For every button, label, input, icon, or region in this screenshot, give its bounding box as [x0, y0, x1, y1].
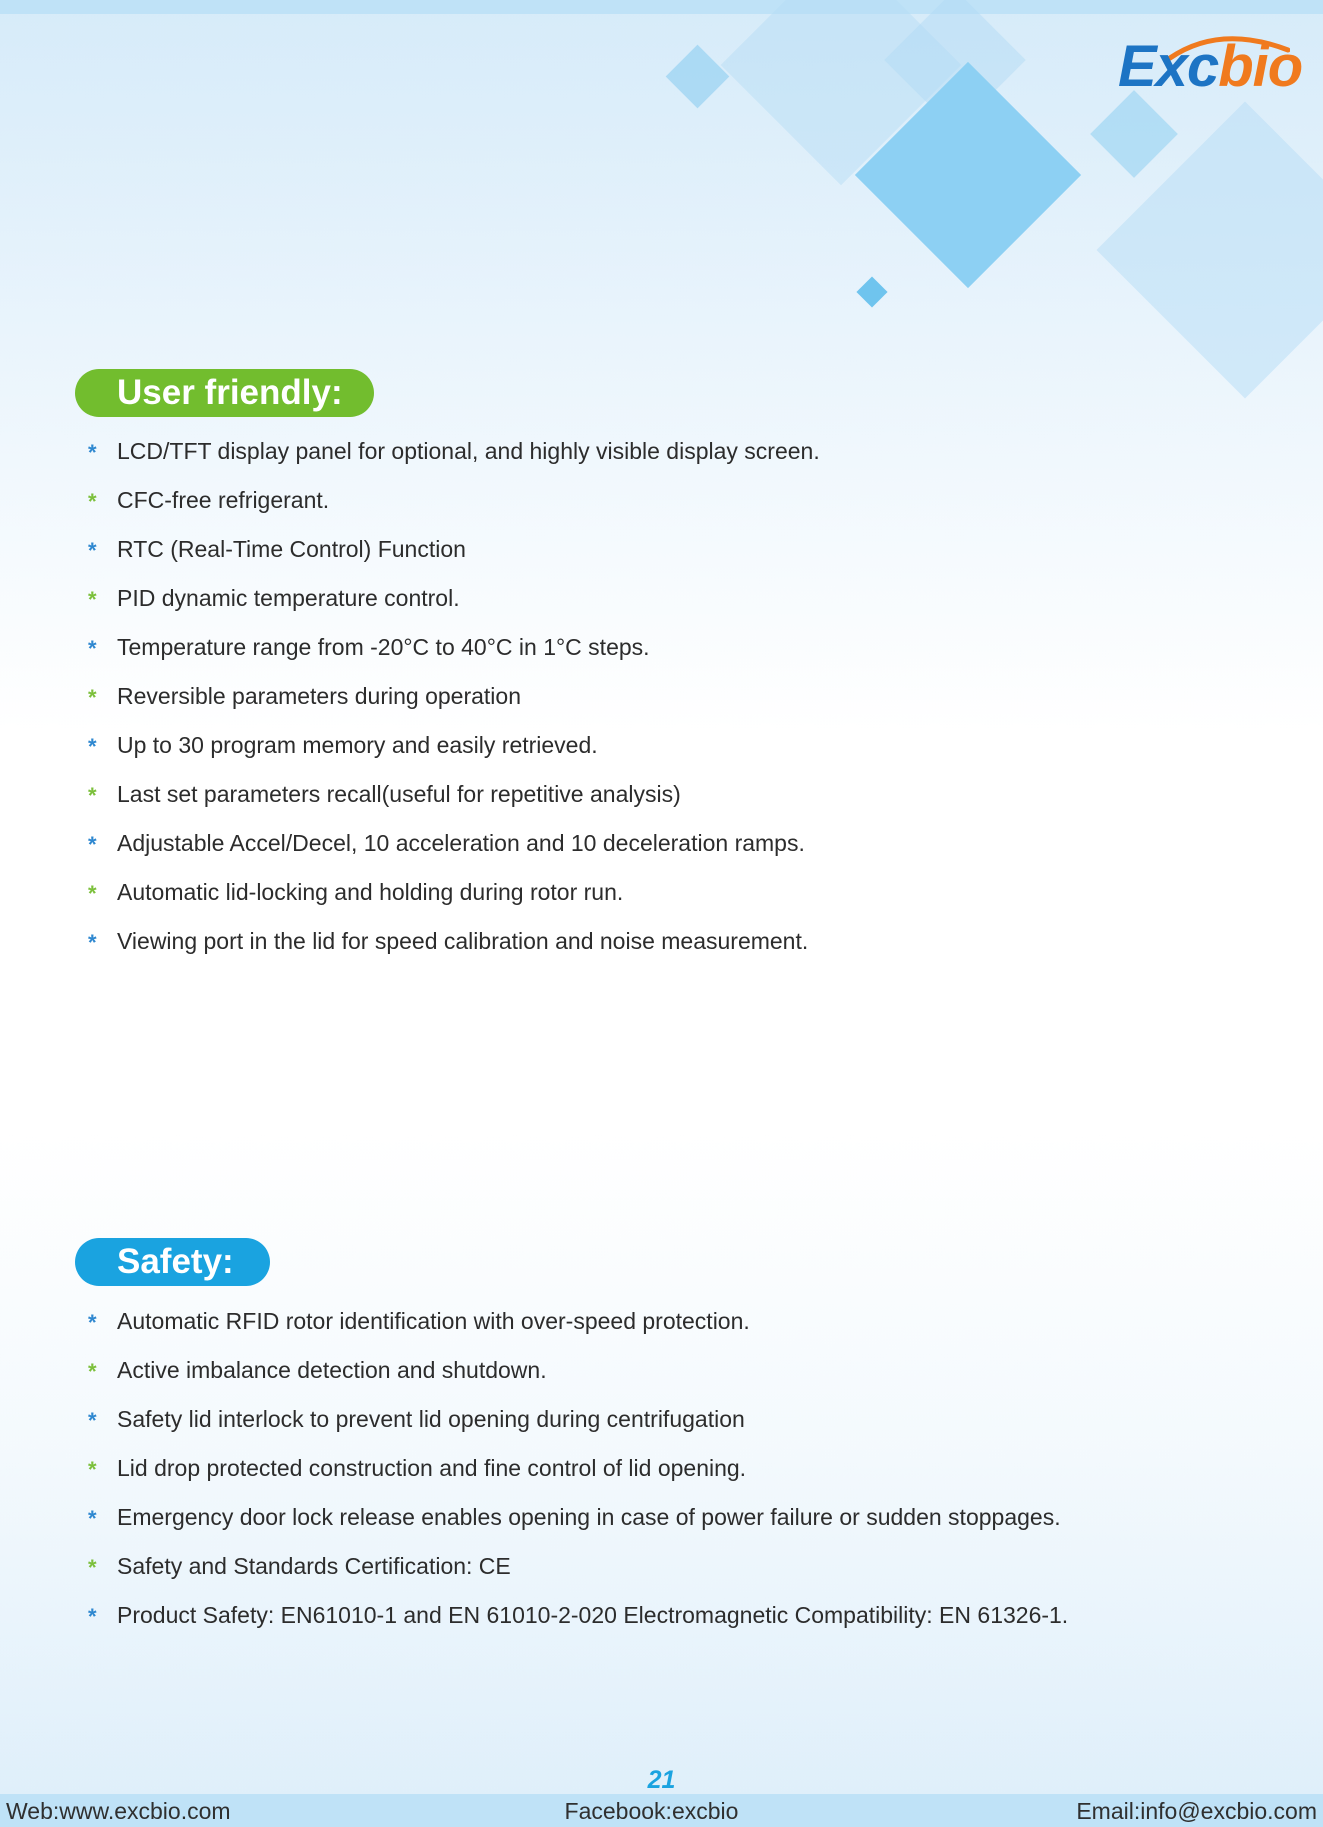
list-item-text: Viewing port in the lid for speed calibration and noise measurement. — [117, 928, 809, 954]
list-item — [88, 1551, 1068, 1600]
bullet-star-icon: * — [88, 440, 97, 465]
list-item — [88, 485, 820, 534]
list-item — [88, 534, 820, 583]
list-item-text: Emergency door lock release enables opening in case of power failure or sudden stoppages. — [117, 1504, 1061, 1530]
list-item-text: CFC-free refrigerant. — [117, 487, 330, 513]
bullet-star-icon: * — [88, 734, 97, 759]
bullet-star-icon: * — [88, 489, 97, 514]
footer-bar — [0, 1794, 1323, 1827]
bullet-star-icon: * — [88, 1310, 97, 1335]
list-item-text: Safety lid interlock to prevent lid opening during centrifugation — [117, 1406, 745, 1432]
bullet-star-icon: * — [88, 1555, 97, 1580]
list-item — [88, 1600, 1068, 1649]
list-item — [88, 632, 820, 681]
bullet-star-icon: * — [88, 1408, 97, 1433]
safety-list — [88, 1306, 1068, 1649]
list-item-text: Up to 30 program memory and easily retrieved. — [117, 732, 598, 758]
excbio-logo — [1110, 24, 1303, 104]
list-item — [88, 1404, 1068, 1453]
footer-facebook: Facebook:excbio — [564, 1798, 739, 1824]
list-item — [88, 583, 820, 632]
logo-text-bio: bio — [1218, 34, 1303, 99]
list-item-text: Adjustable Accel/Decel, 10 acceleration and 10 deceleration ramps. — [117, 830, 805, 856]
list-item — [88, 436, 820, 485]
list-item-text: Active imbalance detection and shutdown. — [117, 1357, 547, 1383]
page-number: 21 — [647, 1766, 676, 1794]
list-item-text: RTC (Real-Time Control) Function — [117, 536, 466, 562]
list-item-text: Lid drop protected construction and fine control of lid opening. — [117, 1455, 747, 1481]
section-title-safety: Safety: — [75, 1238, 270, 1286]
bullet-star-icon: * — [88, 636, 97, 661]
list-item-text: Safety and Standards Certification: CE — [117, 1553, 511, 1579]
list-item — [88, 730, 820, 779]
logo-wordmark — [1118, 34, 1303, 99]
list-item — [88, 926, 820, 975]
list-item-text: Automatic RFID rotor identification with over-speed protection. — [117, 1308, 750, 1334]
list-item — [88, 681, 820, 730]
list-item-text: Product Safety: EN61010-1 and EN 61010-2-020 Electromagnetic Compatibility: EN 61326-1. — [117, 1602, 1069, 1628]
list-item-text: Temperature range from -20°C to 40°C in 1°C steps. — [117, 634, 650, 660]
bullet-star-icon: * — [88, 1457, 97, 1482]
list-item-text: Last set parameters recall(useful for repetitive analysis) — [117, 781, 681, 807]
list-item — [88, 1355, 1068, 1404]
bullet-star-icon: * — [88, 1359, 97, 1384]
bullet-star-icon: * — [88, 832, 97, 857]
bullet-star-icon: * — [88, 1506, 97, 1531]
bullet-star-icon: * — [88, 587, 97, 612]
list-item-text: Reversible parameters during operation — [117, 683, 521, 709]
list-item — [88, 1502, 1068, 1551]
decor-diamond-tiny — [856, 276, 887, 307]
bullet-star-icon: * — [88, 930, 97, 955]
user-friendly-list — [88, 436, 820, 975]
list-item-text: Automatic lid-locking and holding during rotor run. — [117, 879, 624, 905]
bullet-star-icon: * — [88, 783, 97, 808]
footer-web: Web:www.excbio.com — [6, 1798, 231, 1824]
section-title-user-friendly: User friendly: — [75, 369, 374, 417]
list-item — [88, 877, 820, 926]
list-item — [88, 1306, 1068, 1355]
top-strip — [0, 0, 1323, 14]
bullet-star-icon: * — [88, 685, 97, 710]
decor-diamond-small-top — [666, 45, 730, 109]
bullet-star-icon: * — [88, 881, 97, 906]
list-item-text: PID dynamic temperature control. — [117, 585, 460, 611]
list-item — [88, 779, 820, 828]
list-item — [88, 1453, 1068, 1502]
list-item — [88, 828, 820, 877]
footer-email: Email:info@excbio.com — [1076, 1798, 1317, 1824]
bullet-star-icon: * — [88, 1604, 97, 1629]
bullet-star-icon: * — [88, 538, 97, 563]
logo-text-exc: Exc — [1118, 34, 1219, 99]
list-item-text: LCD/TFT display panel for optional, and highly visible display screen. — [117, 438, 820, 464]
